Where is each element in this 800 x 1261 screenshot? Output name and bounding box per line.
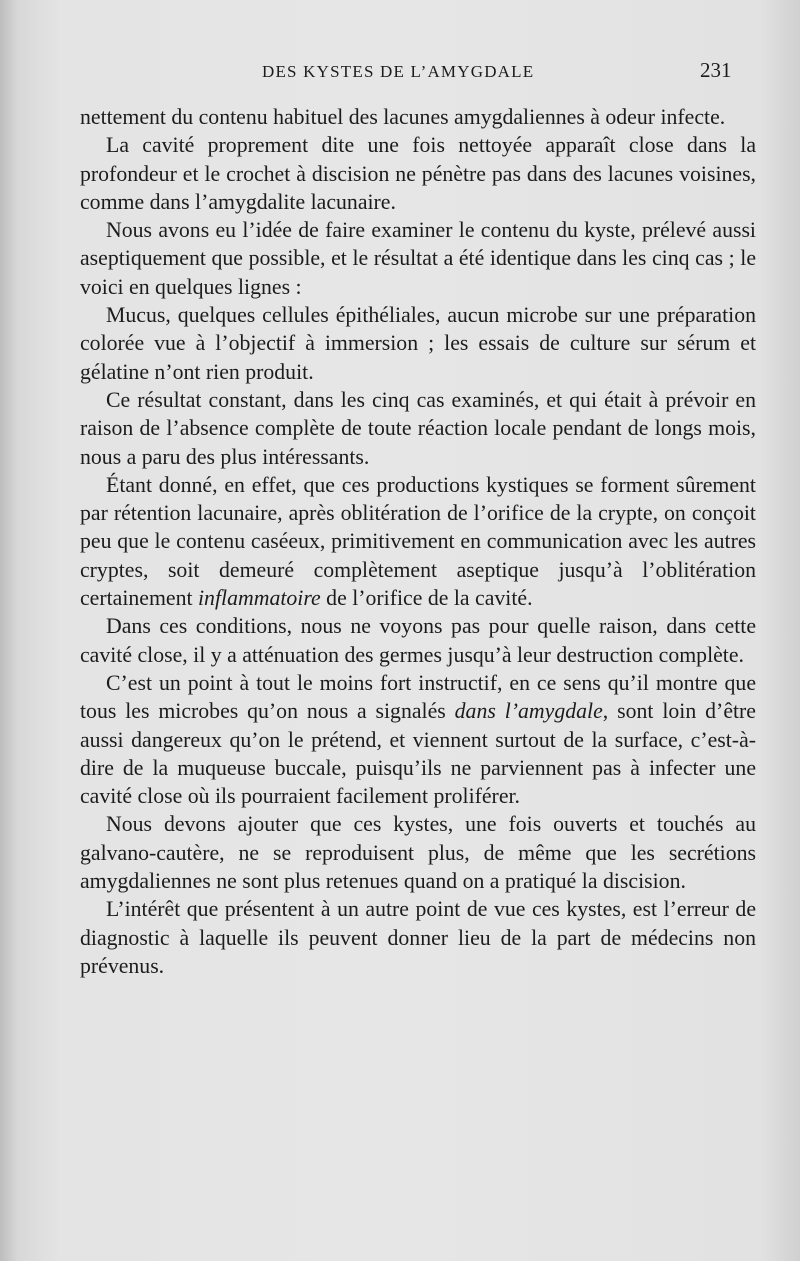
paragraph-6-text-a: Étant donné, en effet, que ces productions kystiques se forment sûrement par rétention lacunaire, après oblitération de l’orifice de la crypte, on conçoit peu que le contenu caséeux, primitivement en communication avec les autres cryptes, soit demeuré complètement aseptique jusqu’à l’oblitération certainement (80, 472, 756, 611)
paragraph-2: La cavité proprement dite une fois nettoyée apparaît close dans la profondeur et le crochet à discision ne pénètre pas dans des lacunes voisines, comme dans l’amygdalite lacunaire. (80, 133, 756, 214)
page-header (0, 56, 800, 88)
paragraph-7: Dans ces conditions, nous ne voyons pas pour quelle raison, dans cette cavité close, il y a atténuation des germes jusqu’à leur destruction complète. (80, 614, 756, 667)
paragraph-6-emphasis: inflammatoire (198, 586, 321, 611)
page-number: 231 (700, 58, 732, 82)
paragraph-4: Mucus, quelques cellules épithéliales, aucun microbe sur une préparation colorée vue à l’objectif à immersion ; les essais de culture sur sérum et gélatine n’ont rien produit. (80, 303, 756, 384)
paragraph-8-emphasis: dans l’amygdale (454, 699, 603, 724)
paragraph-6 (80, 471, 756, 612)
paragraph-6-text-b: de l’orifice de la cavité. (320, 586, 533, 611)
paragraph-8-text-b: , sont loin d’être aussi dangereux qu’on le prétend, et viennent surtout de la surface, c’est-à-dire de la muqueuse buccale, puisqu’ils ne parviennent pas à infecter une cavité close où ils pourraient facilement proliférer. (80, 699, 756, 809)
paragraph-3: Nous avons eu l’idée de faire examiner le contenu du kyste, prélevé aussi aseptiquement que possible, et le résultat a été identique dans les cinq cas ; le voici en quelques lignes : (80, 218, 756, 299)
paragraph-1: nettement du contenu habituel des lacunes amygdaliennes à odeur infecte. (80, 105, 726, 129)
body-text (80, 103, 756, 980)
paragraph-8 (80, 669, 756, 810)
paragraph-10: L’intérêt que présentent à un autre point de vue ces kystes, est l’erreur de diagnostic à laquelle ils peuvent donner lieu de la part de médecins non prévenus. (80, 897, 756, 978)
running-title: DES KYSTES DE L’AMYGDALE (262, 62, 535, 81)
paragraph-9: Nous devons ajouter que ces kystes, une fois ouverts et touchés au galvano-cautère, ne se reproduisent plus, de même que les secrétions amygdaliennes ne sont plus retenues quand on a pratiqué la discision. (80, 812, 756, 894)
paragraph-5: Ce résultat constant, dans les cinq cas examinés, et qui était à prévoir en raison de l’absence complète de toute réaction locale pendant de longs mois, nous a paru des plus intéressants. (80, 387, 756, 469)
paragraph-8-text-a: C’est un point à tout le moins fort instructif, en ce sens qu’il montre que tous les microbes qu’on nous a signalés (80, 670, 756, 724)
